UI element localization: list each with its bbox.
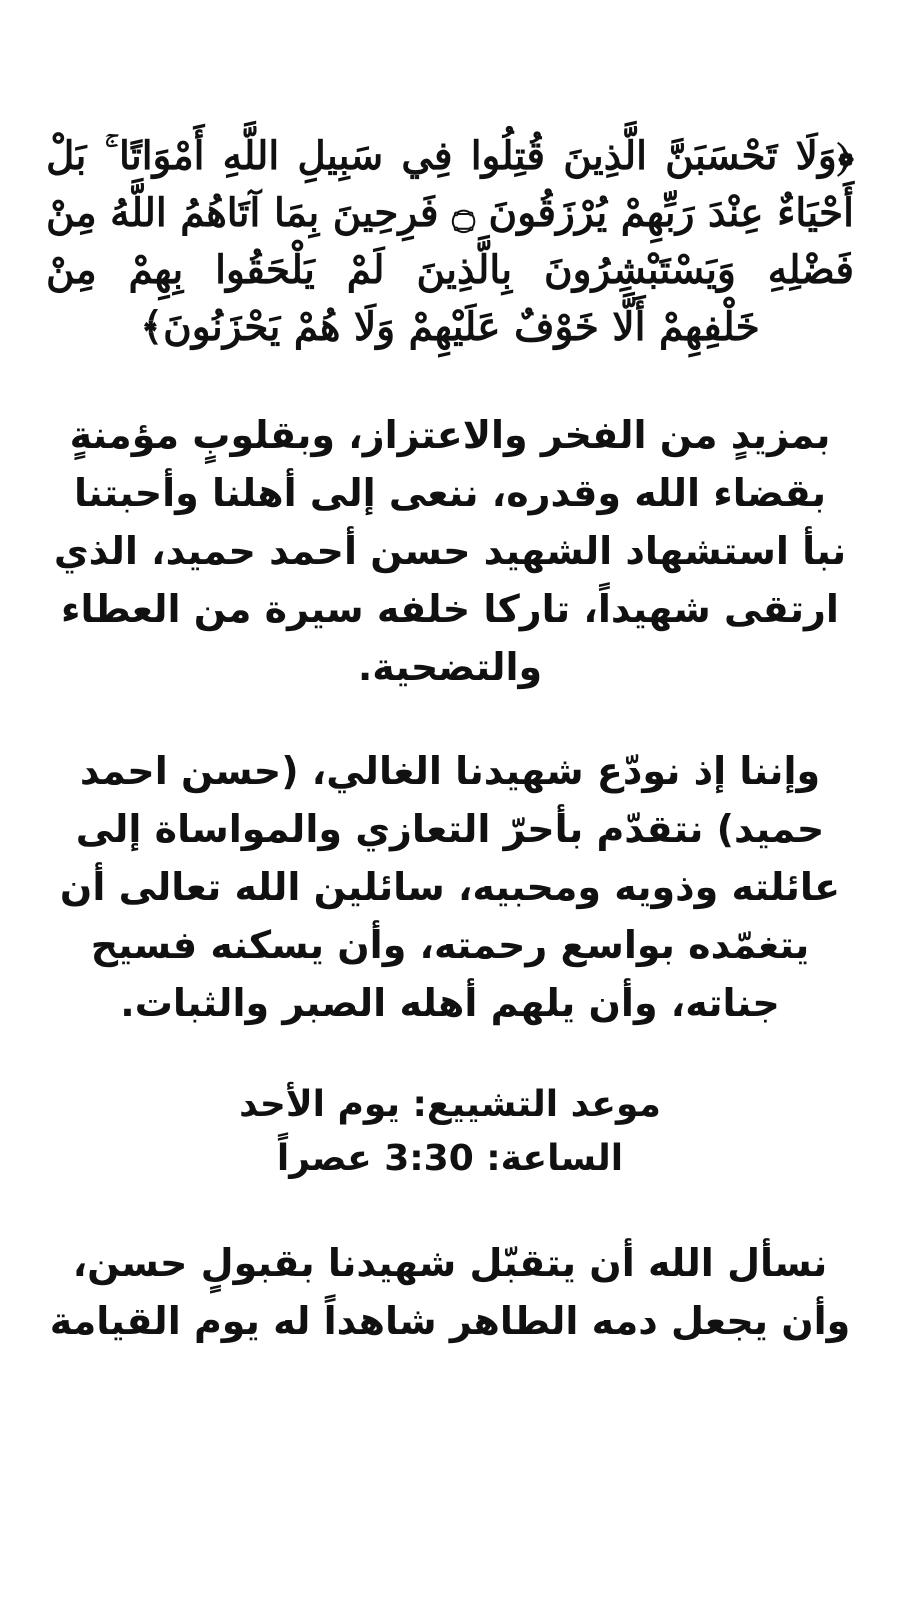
- quran-verse: ﴿وَلَا تَحْسَبَنَّ الَّذِينَ قُتِلُوا فِي سَبِيلِ اللَّهِ أَمْوَاتًا ۚ بَلْ أَحْيَاءٌ عِنْدَ رَبِّهِمْ يُرْزَقُونَ ۝ فَرِحِينَ بِمَا آتَاهُمُ اللَّهُ مِنْ فَضْلِهِ وَيَسْتَبْشِرُونَ بِالَّذِينَ لَمْ يَلْحَقُوا بِهِمْ مِنْ خَلْفِهِمْ أَلَّا خَوْفٌ عَلَيْهِمْ وَلَا هُمْ يَحْزَنُونَ﴾: [46, 133, 854, 350]
- funeral-schedule: [46, 1078, 854, 1186]
- announcement-paragraph: بمزيدٍ من الفخر والاعتزاز، وبقلوبٍ مؤمنةٍ بقضاء الله وقدره، ننعى إلى أهلنا وأحبتنا نبأ استشهاد الشهيد حسن أحمد حميد، الذي ارتقى شهيداً، تاركا خلفه سيرة من العطاء والتضحية.: [53, 413, 847, 689]
- closing-prayer: نسأل الله أن يتقبّل شهيدنا بقبولٍ حسن، وأن يجعل دمه الطاهر شاهداً له يوم القيامة: [49, 1241, 851, 1343]
- condolence-paragraph: وإننا إذ نودّع شهيدنا الغالي، (حسن احمد حميد) نتقدّم بأحرّ التعازي والمواساة إلى عائلته وذويه ومحبيه، سائلين الله تعالى أن يتغمّده بواسع رحمته، وأن يسكنه فسيح جناته، وأن يلهم أهله الصبر والثبات.: [59, 749, 841, 1025]
- funeral-date: موعد التشييع: يوم الأحد: [239, 1084, 661, 1125]
- funeral-time: الساعة: 3:30 عصراً: [276, 1138, 624, 1179]
